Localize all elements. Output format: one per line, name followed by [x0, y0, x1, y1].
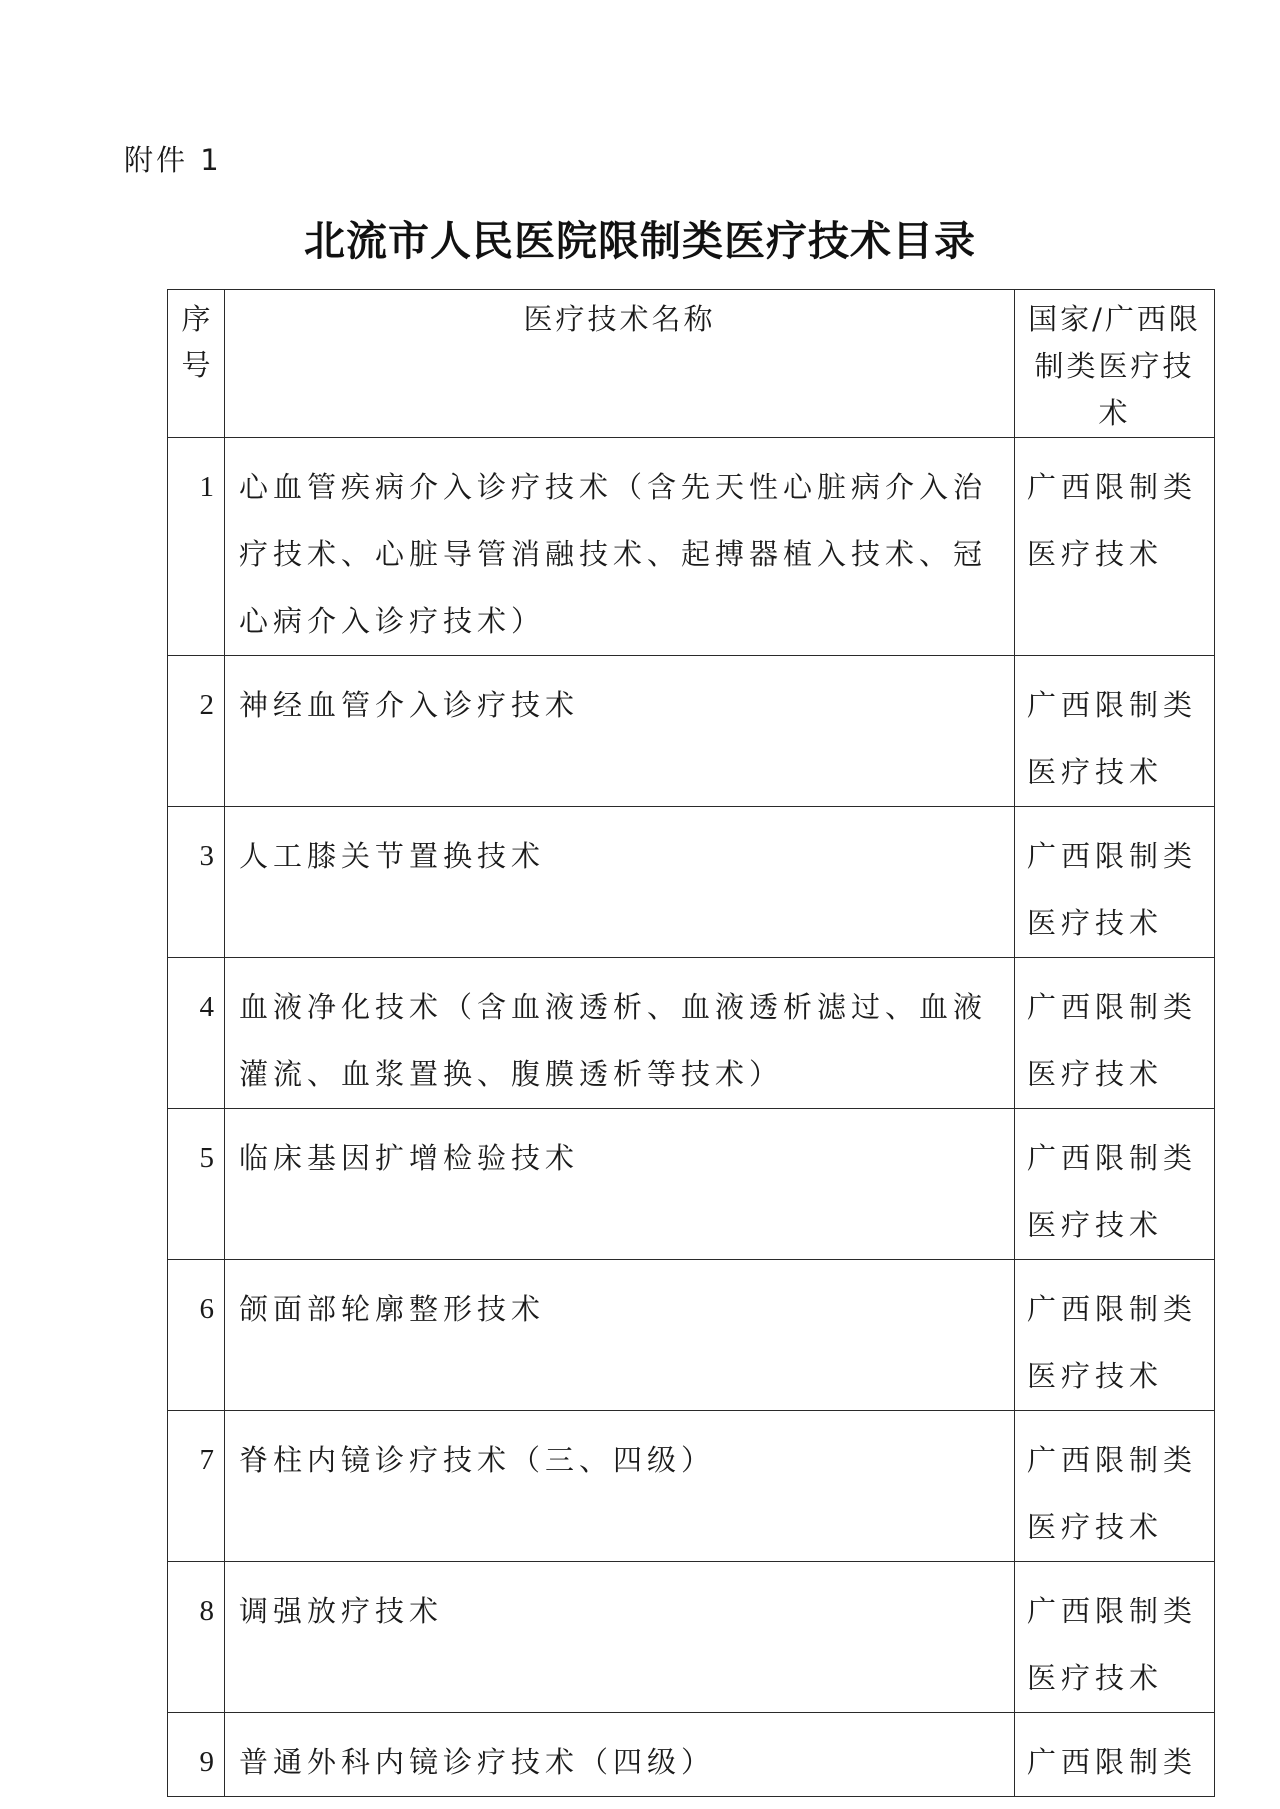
row-number: 2 [168, 656, 225, 807]
table-row [168, 1562, 1215, 1713]
restriction-category: 广西限制类医疗技术 [1027, 470, 1198, 571]
category-cell [1015, 1562, 1215, 1713]
technology-name: 心血管疾病介入诊疗技术（含先天性心脏病介入治疗技术、心脏导管消融技术、起搏器植入技术、冠心病介入诊疗技术） [225, 438, 1015, 656]
restriction-category: 广西限制类医疗技术 [1027, 1443, 1198, 1544]
row-number: 4 [168, 958, 225, 1109]
category-cell [1015, 656, 1215, 807]
header-technology-name: 医疗技术名称 [225, 290, 1015, 438]
row-number: 3 [168, 807, 225, 958]
category-cell [1015, 1411, 1215, 1562]
restriction-category: 广西限制类医疗技术 [1027, 839, 1198, 940]
table-row [168, 1713, 1215, 1797]
header-serial-number: 序号 [168, 290, 225, 438]
category-cell [1015, 958, 1215, 1109]
medical-technology-table [167, 289, 1215, 1797]
category-cell [1015, 1109, 1215, 1260]
technology-name: 普通外科内镜诊疗技术（四级） [225, 1713, 1015, 1797]
restriction-category: 广西限制类医疗技术 [1027, 1292, 1198, 1393]
restriction-category: 广西限制类医疗技术 [1027, 990, 1198, 1091]
header-restriction-category: 国家/广西限制类医疗技术 [1015, 290, 1215, 438]
technology-name: 人工膝关节置换技术 [225, 807, 1015, 958]
technology-name: 脊柱内镜诊疗技术（三、四级） [225, 1411, 1015, 1562]
technology-name: 调强放疗技术 [225, 1562, 1015, 1713]
category-cell [1015, 438, 1215, 656]
table-row [168, 1260, 1215, 1411]
technology-name: 神经血管介入诊疗技术 [225, 656, 1015, 807]
table-row [168, 958, 1215, 1109]
document-title: 北流市人民医院限制类医疗技术目录 [304, 217, 976, 265]
category-cell [1015, 807, 1215, 958]
row-number: 9 [168, 1713, 225, 1797]
row-number: 5 [168, 1109, 225, 1260]
table-row [168, 807, 1215, 958]
table-row [168, 656, 1215, 807]
technology-name: 血液净化技术（含血液透析、血液透析滤过、血液灌流、血浆置换、腹膜透析等技术） [225, 958, 1015, 1109]
technology-name: 临床基因扩增检验技术 [225, 1109, 1015, 1260]
category-cell [1015, 1713, 1215, 1797]
restriction-category: 广西限制类 [1027, 1745, 1198, 1779]
technology-name: 颌面部轮廓整形技术 [225, 1260, 1015, 1411]
row-number: 1 [168, 438, 225, 656]
row-number: 7 [168, 1411, 225, 1562]
restriction-category: 广西限制类医疗技术 [1027, 1141, 1198, 1242]
category-cell [1015, 1260, 1215, 1411]
table-row [168, 438, 1215, 656]
table-row [168, 1109, 1215, 1260]
restriction-category: 广西限制类医疗技术 [1027, 688, 1198, 789]
row-number: 6 [168, 1260, 225, 1411]
row-number: 8 [168, 1562, 225, 1713]
restriction-category: 广西限制类医疗技术 [1027, 1594, 1198, 1695]
table-row [168, 1411, 1215, 1562]
table-header-row [168, 290, 1215, 438]
attachment-label: 附件 1 [124, 143, 222, 177]
